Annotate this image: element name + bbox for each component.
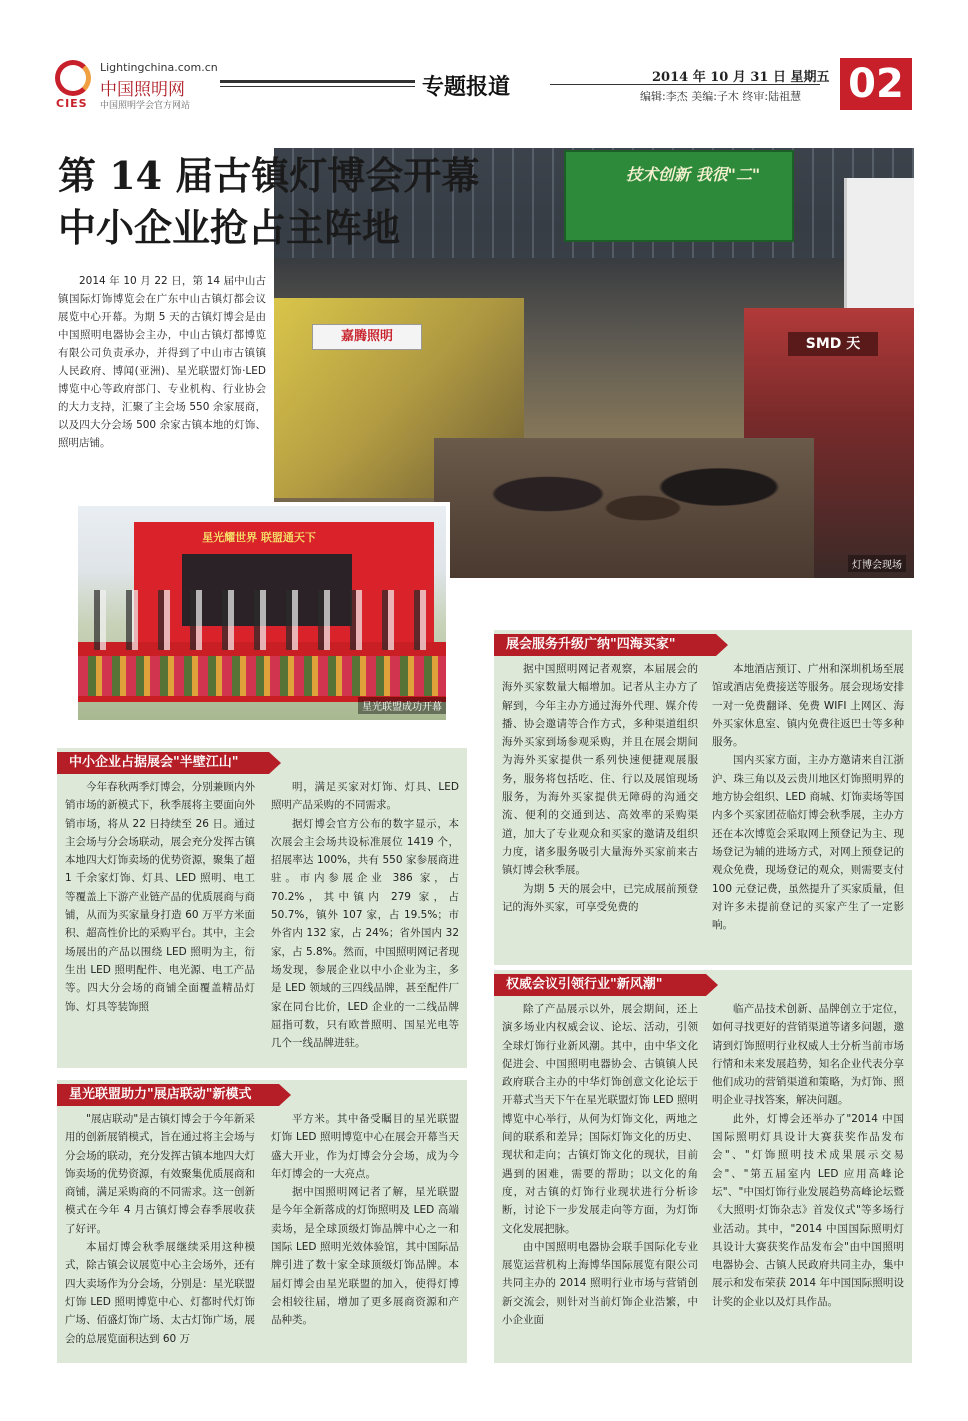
paragraph: "展店联动"是古镇灯博会于今年新采用的创新展销模式，旨在通过将主会场与分会场的联动，充分发挥古镇本地四大灯饰卖场的优势资源，有效聚集优质展商和商铺，满足采购商的不同需求。这一创新模式在今年 4 月古镇灯博会春季展收获了好评。 xyxy=(65,1113,255,1235)
section-panel-starlight xyxy=(57,1080,467,1363)
section-column-2 xyxy=(712,1000,904,1311)
paragraph: 平方米。其中备受瞩目的星光联盟灯饰 LED 照明博览中心在展会开幕当天盛大开业，作为灯博会分会场，成为今年灯博会的一大亮点。 xyxy=(271,1113,459,1180)
paragraph: 由中国照明电器协会联手国际化专业展览运营机构上海博华国际展览有限公司共同主办的 2014 照明行业市场与营销创新交流会，则针对当前灯饰企业浩繁，中小企业面 xyxy=(502,1240,698,1327)
banner-slogan: 技术创新 我很"二" xyxy=(626,165,761,184)
opening-ceremony-photo xyxy=(74,502,450,724)
section-panel-conferences xyxy=(494,970,912,1363)
lead-paragraph: 2014 年 10 月 22 日，第 14 届中山古镇国际灯饰博览会在广东中山古镇灯都会议展览中心开幕。为期 5 天的古镇灯博会是由中国照明电器协会主办，中山古镇灯都博览有限公司负责承办，并得到了中山市古镇镇人民政府、博闻(亚洲)、星光联盟灯饰·LED 博览中心等政府部门、专业机构、行业协会的大力支持，汇聚了主会场 550 余家展商，以及四大分会场 500 余家古镇本地的灯饰、照明店铺。 xyxy=(58,275,266,449)
headline-line-2: 中小企业抢占主阵地 xyxy=(58,205,401,250)
paragraph: 本地酒店预订、广州和深圳机场至展馆或酒店免费接送等服务。展会现场安排一对一免费翻译、免费 WIFI 上网区、海外买家休息室、镇内免费往返巴士等多种服务。 xyxy=(712,663,904,749)
issue-date: 2014 年 10 月 31 日 星期五 xyxy=(652,70,830,85)
headline xyxy=(58,150,479,254)
section-column-1 xyxy=(65,1110,255,1348)
logo-abbr: CIES xyxy=(56,97,88,110)
hanging-banner xyxy=(564,150,794,242)
section-column-1 xyxy=(502,660,698,916)
header-rule xyxy=(220,80,415,83)
section-column-1 xyxy=(502,1000,698,1329)
section-panel-buyers xyxy=(494,630,912,965)
page-number: 02 xyxy=(840,58,912,110)
editorial-credits: 编辑:李杰 美编:子木 终审:陆祖慧 xyxy=(640,90,802,103)
booth-sign-right: SMD 天 xyxy=(788,332,878,356)
header-rule-thin xyxy=(220,86,415,87)
section-title: 专题报道 xyxy=(422,74,511,100)
paragraph: 据中国照明网记者了解，星光联盟是今年全新落成的灯饰照明及 LED 高端卖场，是全球顶级灯饰品牌中心之一和国际 LED 照明光效体验馆，其中国际品牌引进了数十家全球顶级灯饰品牌。本届灯博会由星光联盟的加入，使得灯博会相较往届，增加了更多展商资源和产品种类。 xyxy=(271,1186,459,1327)
booth-wall xyxy=(844,178,914,328)
section-column-2 xyxy=(271,1110,459,1330)
booth-sign-left: 嘉腾照明 xyxy=(312,324,422,350)
paragraph: 临产品技术创新、品牌创立于定位，如何寻找更好的营销渠道等诸多问题，邀请到灯饰照明行业权威人士分析当前市场行情和未来发展趋势，知名企业代表分享他们成功的营销渠道和策略，为灯饰、照明企业寻找答案，解决问题。 xyxy=(712,1003,904,1107)
section-header: 权威会议引领行业"新风潮" xyxy=(494,974,706,996)
headline-line-1: 第 14 届古镇灯博会开幕 xyxy=(58,153,480,198)
section-column-2 xyxy=(712,660,904,934)
paragraph: 除了产品展示以外，展会期间，还上演多场业内权威会议、论坛、活动，引领全球灯饰行业新风潮。其中，由中华文化促进会、中国照明电器协会、古镇镇人民政府联合主办的中华灯饰创意文化论坛于开幕式当天下午在星光联盟灯饰 LED 照明博览中心举行，从何为灯饰文化，两地之间的联系和差异；国际灯饰文化的历史、现状和走向；古镇灯饰文化的现状，目前遇到的困难，需要的帮助；以文化的角度，对古镇的灯饰行业现状进行分析诊断，讨论下一步发展走向等方面，为灯饰文化发展把脉。 xyxy=(502,1003,698,1235)
paragraph: 据中国照明网记者观察，本届展会的海外买家数量大幅增加。记者从主办方了解到，今年主办方通过海外代理、媒介传播、协会邀请等合作方式，多种渠道组织海外买家到场参观采购，并且在展会期间为海外买家提供一系列快速便捷观展服务，服务将包括吃、住、行以及展馆现场服务，为海外买家提供无障碍的沟通交流、便利的交通到达、高效率的采购渠道，加大了专业观众和买家的邀请及组织力度，诸多服务吸引大量海外买家前来古镇灯博会秋季展。 xyxy=(502,663,698,877)
section-column-2 xyxy=(271,778,459,1052)
paragraph: 国内买家方面，主办方邀请来自江浙沪、珠三角以及云贵川地区灯饰照明界的地方协会组织、LED 商城、灯饰卖场等国内多个买家团莅临灯博会秋季展，主办方还在本次博览会采取网上预登记为主、现场登记为辅的进场方式，对网上预登记的观众免费，现场登记的观众，则需要支付 100 元登记费，虽然提升了买家质量，但对许多未提前登记的买家产生了一定影响。 xyxy=(712,754,904,932)
section-column-1 xyxy=(65,778,255,1016)
visitor-crowd xyxy=(434,438,814,578)
section-header: 星光联盟助力"展店联动"新模式 xyxy=(57,1084,279,1106)
paragraph: 此外，灯博会还举办了"2014 中国国际照明灯具设计大赛获奖作品发布会"、"灯饰照明技术成果展示交易会"、"第五届室内 LED 应用高峰论坛"、"中国灯饰行业发展趋势高峰论坛暨《大照明·灯饰杂志》首发仪式"等多场行业活动。其中，"2014 中国国际照明灯具设计大赛获奖作品发布会"由中国照明电器协会、古镇人民政府共同主办，集中展示和发布荣获 2014 年中国国际照明设计奖的企业以及灯具作品。 xyxy=(712,1112,904,1308)
paragraph: 明，满足买家对灯饰、灯具、LED 照明产品采购的不同需求。 xyxy=(271,781,459,812)
ribbon-cutting-guests xyxy=(78,590,446,650)
stage-banner: 星光耀世界 联盟通天下 xyxy=(202,531,316,544)
section-header: 展会服务升级广纳"四海买家" xyxy=(494,634,716,656)
flower-arrangements xyxy=(78,656,446,696)
paragraph: 本届灯博会秋季展继续采用这种模式，除古镇会议展览中心主会场外，还有四大卖场作为分会场，分别是：星光联盟灯饰 LED 照明博览中心、灯都时代灯饰广场、佰盛灯饰广场、太古灯饰广场，展会的总展览面积达到 60 万 xyxy=(65,1241,255,1345)
section-panel-sme xyxy=(57,748,467,1068)
photo-caption: 灯博会现场 xyxy=(848,555,906,572)
photo-caption: 星光联盟成功开幕 xyxy=(358,697,446,714)
cies-logo-icon xyxy=(55,60,91,96)
paragraph: 今年春秋两季灯博会，分别兼顾内外销市场的新模式下，秋季展将主要面向外销市场，将从 22 日持续至 26 日。通过主会场与分会场联动，展会充分发挥古镇本地四大灯饰卖场的优势资源，聚集了超 1 千余家灯饰、灯具、LED 照明、电工等覆盖上下游产业链产品的优质展商与商铺，从而为买家量身打造 60 万平方米面积、超高性价比的采购平台。其中，主会场展出的产品以围绕 LED 照明为主，衍生出 LED 照明配件、电光源、电工产品等。四大分会场的商铺全面覆盖精品灯饰、灯具等装饰照 xyxy=(65,781,255,1013)
paragraph: 为期 5 天的展会中，已完成展前预登记的海外买家，可享受免费的 xyxy=(502,882,698,913)
logo-name: 中国照明网 xyxy=(100,80,185,100)
logo-subtitle: 中国照明学会官方网站 xyxy=(100,101,191,111)
masthead xyxy=(0,0,968,120)
section-header: 中小企业占据展会"半壁江山" xyxy=(57,752,269,774)
logo-url: Lightingchina.com.cn xyxy=(100,61,218,74)
paragraph: 据灯博会官方公布的数字显示，本次展会主会场共设标准展位 1419 个，招展率达 100%，共有 550 家参展商进驻。市内参展企业 386 家，占 70.2%，其中镇内 279 家，占 50.7%，镇外 107 家，占 19.5%；市外省内 132 家，占 24%；省外国内 32 家，占 5.8%。然而，中国照明网记者现场发现，参展企业以中小企业为主，多是 LED 领域的三四线品牌，甚至配件厂家在同台比价，LED 企业的一二线品牌屈指可数，只有欧普照明、国星光电等几个一线品牌进驻。 xyxy=(271,817,459,1050)
